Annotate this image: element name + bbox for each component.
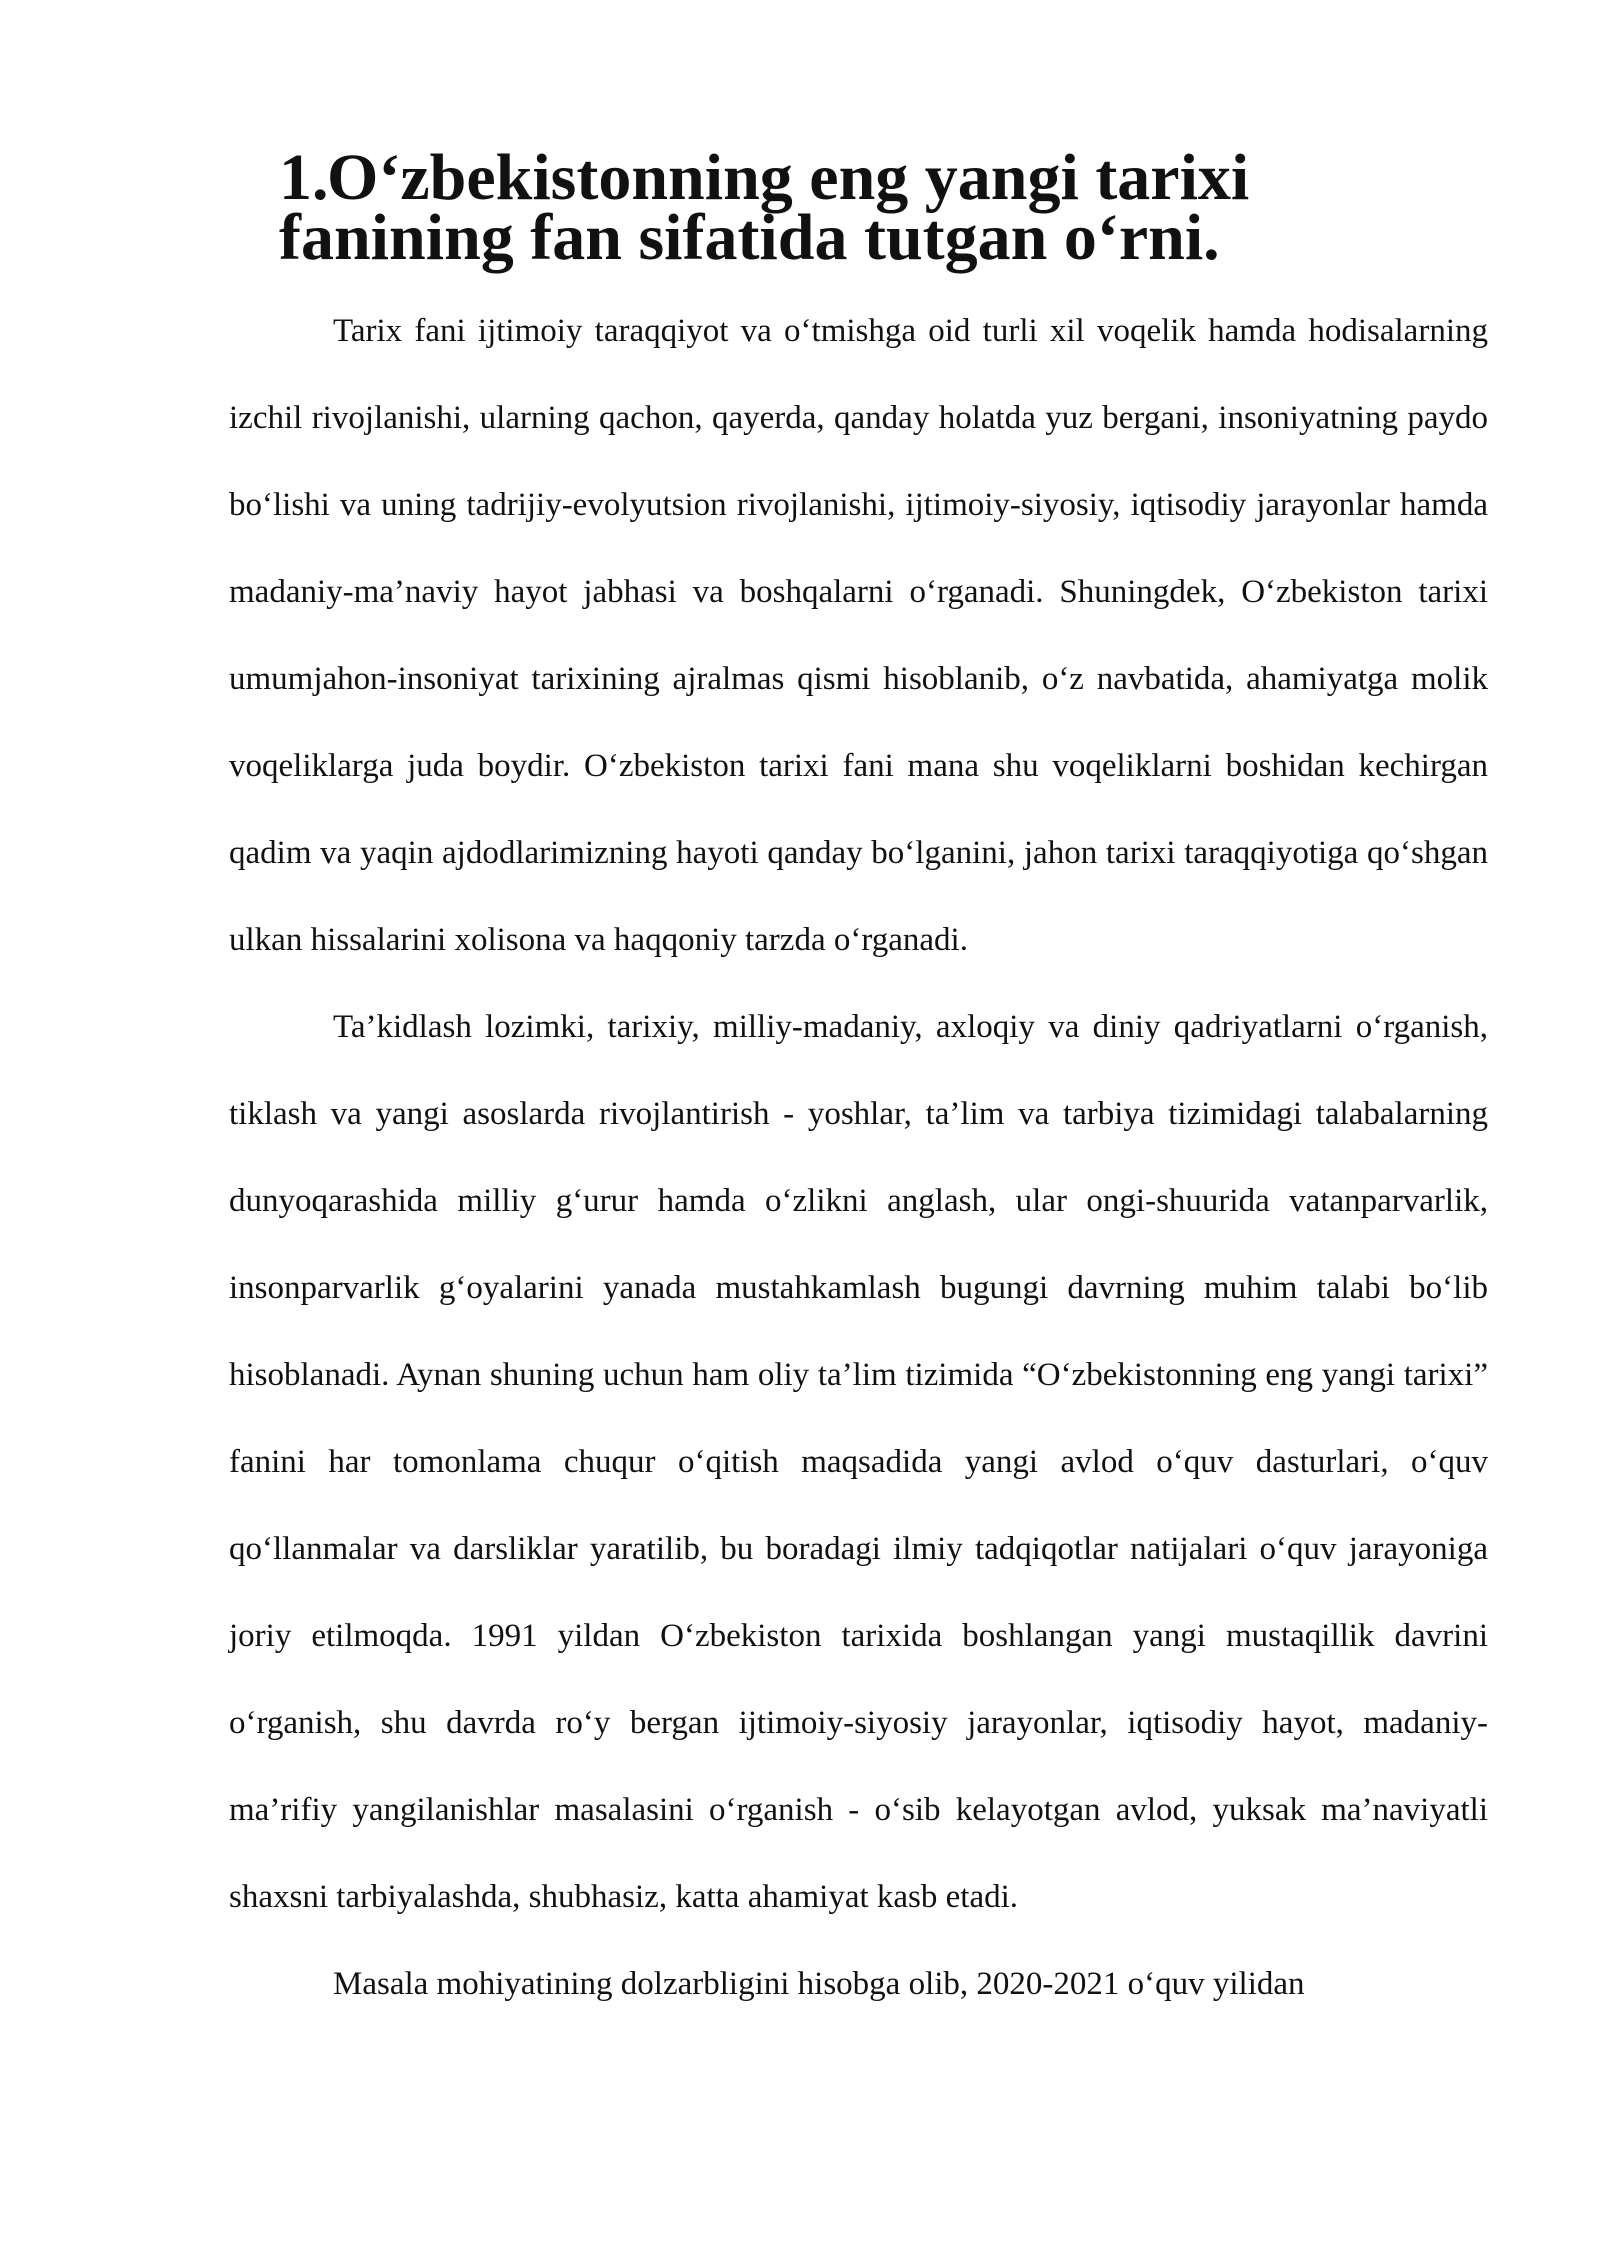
heading-text: O‘zbekistonning eng yangi tarixi fanining fan sifatida tutgan o‘rni. [279, 141, 1250, 274]
heading-number: 1. [279, 141, 329, 214]
section-heading [229, 141, 1488, 274]
document-body [229, 141, 1488, 2028]
paragraph-3: Masala mohiyatining dolzarbligini hisobga olib, 2020-2021 o‘quv yilidan [333, 1966, 1305, 2002]
paragraph-2: Ta’kidlash lozimki, tarixiy, milliy-madaniy, axloqiy va diniy qadriyatlarni o‘rganish, tiklash va yangi asoslarda rivojlantirish - yoshlar, ta’lim va tarbiya tizimidagi talabalarning dunyoqarashida milliy g‘urur hamda o‘zlikni anglash, ular ongi-shuurida vatanparvarlik, insonparvarlik g‘oyalarini yanada mustahkamlash bugungi davrning muhim talabi bo‘lib hisoblanadi. Aynan shuning uchun ham oliy ta’lim tizimida “O‘zbekistonning eng yangi tarixi” fanini har tomonlama chuqur o‘qitish maqsadida yangi avlod o‘quv dasturlari, o‘quv qo‘llanmalar va darsliklar yaratilib, bu boradagi ilmiy tadqiqotlar natijalari o‘quv jarayoniga joriy etilmoqda. 1991 yildan O‘zbekiston tarixida boshlangan yangi mustaqillik davrini o‘rganish, shu davrda ro‘y bergan ijtimoiy-siyosiy jarayonlar, iqtisodiy hayot, madaniy-ma’rifiy yangilanishlar masalasini o‘rganish - o‘sib kelayotgan avlod, yuksak ma’naviyatli shaxsni tarbiyalashda, shubhasiz, katta ahamiyat kasb etadi. [229, 1009, 1488, 1915]
paragraph-1: Tarix fani ijtimoiy taraqqiyot va o‘tmishga oid turli xil voqelik hamda hodisalarning izchil rivojlanishi, ularning qachon, qayerda, qanday holatda yuz bergani, insoniyatning paydo bo‘lishi va uning tadrijiy-evolyutsion rivojlanishi, ijtimoiy-siyosiy, iqtisodiy jarayonlar hamda madaniy-ma’naviy hayot jabhasi va boshqalarni o‘rganadi. Shuningdek, O‘zbekiston tarixi umumjahon-insoniyat tarixining ajralmas qismi hisoblanib, o‘z navbatida, ahamiyatga molik voqeliklarga juda boydir. O‘zbekiston tarixi fani mana shu voqeliklarni boshidan kechirgan qadim va yaqin ajdodlarimizning hayoti qanday bo‘lganini, jahon tarixi taraqqiyotiga qo‘shgan ulkan hissalarini xolisona va haqqoniy tarzda o‘rganadi. [229, 313, 1488, 958]
